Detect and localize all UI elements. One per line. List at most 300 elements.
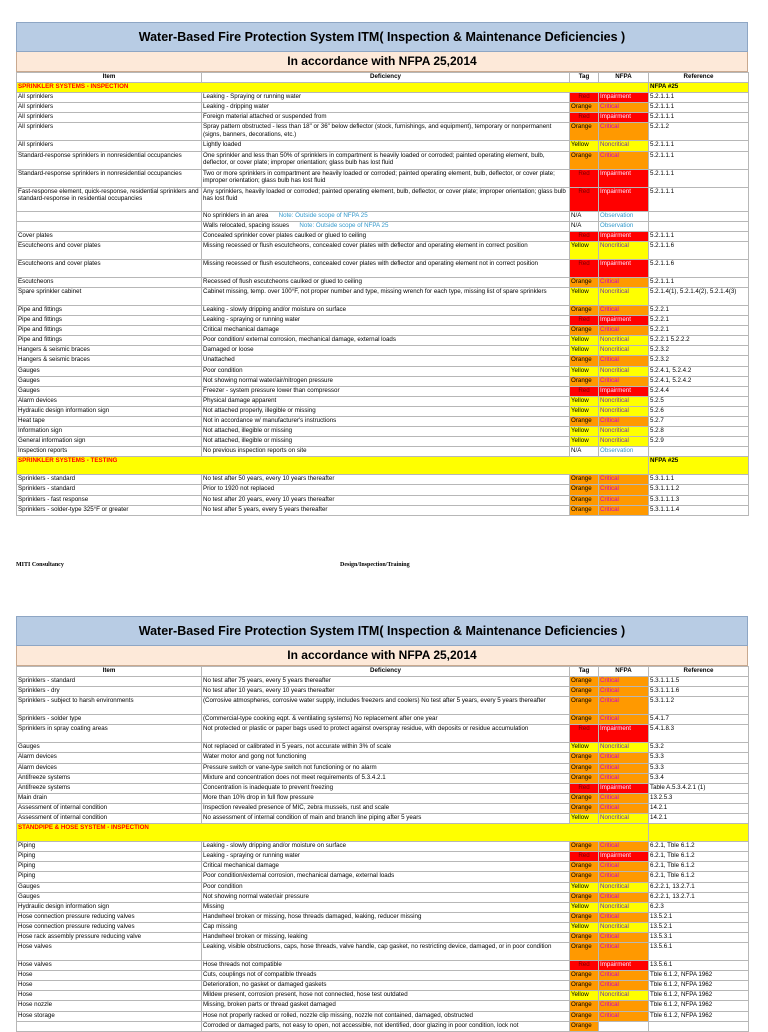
- tag-label: Yellow: [571, 902, 589, 910]
- item-cell: All sprinklers: [17, 113, 202, 123]
- item-cell: Hose connection pressure reducing valves: [17, 922, 202, 932]
- nfpa-classification-cell: Noncritical: [599, 141, 649, 151]
- reference-cell: 5.3.2: [649, 743, 749, 753]
- tag-label: Orange: [571, 356, 592, 364]
- item-cell: All sprinklers: [17, 103, 202, 113]
- reference-cell: 6.2.1, Tble 6.1.2: [649, 842, 749, 852]
- table-row: [17, 287, 749, 305]
- deficiency-cell: [202, 912, 570, 922]
- tag-cell: [570, 427, 599, 437]
- reference-cell: 13.2.5.3: [649, 793, 749, 803]
- deficiency-text: No test after 5 years, every 5 years thereafter: [203, 505, 328, 513]
- tag-cell: [570, 447, 599, 457]
- nfpa-classification-cell: Noncritical: [599, 287, 649, 305]
- nfpa-classification-cell: Impairment: [599, 113, 649, 123]
- deficiency-text: Missing recessed or flush escutcheons, concealed cover plates with deflector and operating element in correct position: [203, 241, 528, 249]
- section-header-row: [17, 457, 749, 475]
- reference-cell: 5.2.2.1 5.2.2.2: [649, 336, 749, 346]
- deficiency-cell: [202, 753, 570, 763]
- nfpa-classification-cell: Critical: [599, 475, 649, 485]
- tag-cell: [570, 505, 599, 515]
- deficiency-text: Not attached, illegible or missing: [203, 437, 293, 445]
- tag-cell: [570, 437, 599, 447]
- reference-cell: Tble 6.1.2, NFPA 1962: [649, 991, 749, 1001]
- item-cell: Hose: [17, 991, 202, 1001]
- table-row: [17, 427, 749, 437]
- item-cell: Hydraulic design information sign: [17, 902, 202, 912]
- table-row: [17, 991, 749, 1001]
- tag-cell: [570, 187, 599, 211]
- nfpa-classification-cell: Critical: [599, 687, 649, 697]
- reference-cell: 13.5.6.1: [649, 961, 749, 971]
- tag-label: Yellow: [571, 922, 589, 930]
- tag-label: Red: [578, 852, 590, 860]
- deficiency-text: Concealed sprinkler cover plates caulked or glued to ceiling: [203, 231, 367, 239]
- tag-cell: [570, 93, 599, 103]
- deficiency-cell: [202, 697, 570, 715]
- table-row: [17, 793, 749, 803]
- reference-cell: 13.5.2.1: [649, 922, 749, 932]
- item-cell: Hose: [17, 971, 202, 981]
- nfpa-classification-cell: Observation: [599, 221, 649, 231]
- item-cell: Sprinklers - fast response: [17, 495, 202, 505]
- tag-label: Red: [578, 187, 590, 195]
- deficiency-cell: [202, 495, 570, 505]
- reference-cell: 5.3.1.1.1: [649, 475, 749, 485]
- tag-cell: [570, 852, 599, 862]
- tag-label: Red: [578, 169, 590, 177]
- reference-cell: 5.3.1.1.1.4: [649, 505, 749, 515]
- table-row: [17, 912, 749, 922]
- reference-cell: 5.2.1.1.1: [649, 151, 749, 169]
- deficiency-cell: [202, 814, 570, 824]
- tag-label: Red: [578, 316, 590, 324]
- page-2: [0, 614, 768, 1029]
- deficiency-text: Poor condition: [203, 366, 243, 374]
- table-row: [17, 406, 749, 416]
- reference-cell: 13.5.3.1: [649, 932, 749, 942]
- deficiency-text: Poor condition/external corrosion, mechanical damage, external loads: [203, 872, 395, 880]
- reference-cell: 5.2.1.1.1: [649, 113, 749, 123]
- nfpa-classification-cell: Noncritical: [599, 991, 649, 1001]
- tag-label: Orange: [571, 485, 592, 493]
- item-cell: Alarm devices: [17, 396, 202, 406]
- table-row: [17, 892, 749, 902]
- tag-label: Orange: [571, 505, 592, 513]
- header-reference: Reference: [649, 667, 749, 677]
- nfpa-classification-cell: Impairment: [599, 169, 649, 187]
- deficiency-text: No test after 10 years, every 10 years thereafter: [203, 687, 335, 695]
- reference-cell: 5.2.4.1, 5.2.4.2: [649, 376, 749, 386]
- item-cell: Pipe and fittings: [17, 316, 202, 326]
- reference-cell: 5.3.1.1.1.2: [649, 485, 749, 495]
- deficiency-cell: [202, 427, 570, 437]
- deficiency-text: Concentration is inadequate to prevent freezing: [203, 783, 334, 791]
- table-row: [17, 862, 749, 872]
- table-row: [17, 725, 749, 743]
- nfpa-classification-cell: Critical: [599, 971, 649, 981]
- table-row: [17, 346, 749, 356]
- nfpa-classification-cell: Critical: [599, 842, 649, 852]
- reference-cell: 5.3.1.1.1.3: [649, 495, 749, 505]
- nfpa-classification-cell: Critical: [599, 862, 649, 872]
- header-nfpa: NFPA: [599, 73, 649, 83]
- nfpa-classification-cell: Noncritical: [599, 814, 649, 824]
- reference-cell: 5.2.8: [649, 427, 749, 437]
- tag-cell: [570, 725, 599, 743]
- deficiency-text: Leaking - slowly dripping and/or moisture on surface: [203, 305, 347, 313]
- tag-label: Yellow: [571, 336, 589, 344]
- deficiency-cell: [202, 943, 570, 961]
- nfpa-classification-cell: Critical: [599, 151, 649, 169]
- item-cell: Inspection reports: [17, 447, 202, 457]
- reference-cell: 5.2.6: [649, 406, 749, 416]
- table-row: [17, 687, 749, 697]
- item-cell: Sprinklers - subject to harsh environments: [17, 697, 202, 715]
- tag-label: Orange: [571, 862, 592, 870]
- tag-label: Orange: [571, 892, 592, 900]
- tag-label: Orange: [571, 912, 592, 920]
- tag-label: Red: [578, 113, 590, 121]
- item-cell: General information sign: [17, 437, 202, 447]
- header-nfpa: NFPA: [599, 667, 649, 677]
- table-row: [17, 1001, 749, 1011]
- reference-cell: 5.2.9: [649, 437, 749, 447]
- item-cell: [17, 1021, 202, 1031]
- tag-label: Orange: [571, 687, 592, 695]
- deficiency-cell: [202, 386, 570, 396]
- tag-cell: [570, 151, 599, 169]
- reference-cell: 6.2.1, Tble 6.1.2: [649, 862, 749, 872]
- table-row: [17, 305, 749, 315]
- table-row: [17, 151, 749, 169]
- document-title: Water-Based Fire Protection System ITM( Inspection & Maintenance Deficiencies ): [16, 22, 748, 52]
- tag-cell: [570, 485, 599, 495]
- table-body-1: [17, 83, 749, 516]
- deficiency-text: Pressure switch or vane-type switch not functioning or no alarm: [203, 763, 377, 771]
- tag-label: Orange: [571, 416, 592, 424]
- deficiency-text: Hose not properly racked or rolled, nozzle clip missing, nozzle not contained, damaged, obstructed: [203, 1011, 473, 1019]
- deficiency-cell: [202, 872, 570, 882]
- section-reference: NFPA #25: [649, 457, 749, 475]
- reference-cell: 5.3.4: [649, 773, 749, 783]
- scope-note: Note: Outside scope of NFPA 25: [299, 221, 389, 229]
- tag-label: Orange: [571, 151, 592, 159]
- deficiency-text: Critical mechanical damage: [203, 862, 280, 870]
- reference-cell: Tble 6.1.2, NFPA 1962: [649, 1011, 749, 1021]
- tag-cell: [570, 882, 599, 892]
- table-row: [17, 447, 749, 457]
- deficiency-text: Cap missing: [203, 922, 238, 930]
- nfpa-classification-cell: Critical: [599, 803, 649, 813]
- deficiency-text: Not protected or plastic or paper bags used to protect against overspray residue, with deposits or residue accumulation: [203, 725, 529, 733]
- item-cell: Assessment of internal condition: [17, 814, 202, 824]
- table-row: [17, 872, 749, 882]
- tag-cell: [570, 902, 599, 912]
- deficiency-text: Critical mechanical damage: [203, 326, 280, 334]
- item-cell: Antifreeze systems: [17, 773, 202, 783]
- table-row: [17, 231, 749, 241]
- nfpa-classification-cell: Noncritical: [599, 922, 649, 932]
- table-row: [17, 697, 749, 715]
- section-header-row: [17, 83, 749, 93]
- table-row: [17, 1011, 749, 1021]
- tag-label: Orange: [571, 773, 592, 781]
- deficiency-text: Corroded or damaged parts, not easy to open, not accessible, not identified, door glazing in poor condition, lock not: [203, 1021, 519, 1029]
- deficiency-text: No test after 50 years, every 10 years thereafter: [203, 475, 335, 483]
- tag-label: Orange: [571, 842, 592, 850]
- deficiency-cell: [202, 1021, 570, 1031]
- reference-cell: 5.2.1.1.6: [649, 259, 749, 277]
- deficiency-cell: [202, 113, 570, 123]
- tag-cell: [570, 715, 599, 725]
- reference-cell: 5.2.1.1.1: [649, 141, 749, 151]
- deficiency-cell: [202, 677, 570, 687]
- nfpa-classification-cell: Critical: [599, 1011, 649, 1021]
- header-tag: Tag: [570, 667, 599, 677]
- deficiency-cell: [202, 862, 570, 872]
- table-row: [17, 366, 749, 376]
- deficiency-text: Handwheel broken or missing, leaking: [203, 932, 308, 940]
- table-row: [17, 743, 749, 753]
- item-cell: Piping: [17, 862, 202, 872]
- item-cell: Hose storage: [17, 1011, 202, 1021]
- deficiency-text: Leaking - spraying or running water: [203, 852, 300, 860]
- deficiency-text: One sprinkler and less than 50% of sprinklers in compartment is heavily loaded or corroded; painted operating element, bulb, deflector, or cover plate; improper orientation; glass bulb has lost fluid: [203, 151, 545, 166]
- deficiency-text: Cabinet missing, temp. over 100°F, not proper number and type, missing wrench for each type, missing list of spare sprinklers: [203, 287, 547, 295]
- tag-label: Orange: [571, 932, 592, 940]
- document-subtitle-2: In accordance with NFPA 25,2014: [16, 646, 748, 666]
- tag-label: Orange: [571, 715, 592, 723]
- deficiency-cell: [202, 376, 570, 386]
- deficiency-text: Walls relocated, spacing issues: [203, 221, 290, 229]
- reference-cell: 6.2.3: [649, 902, 749, 912]
- nfpa-classification-cell: Critical: [599, 753, 649, 763]
- deficiency-text: Prior to 1920 not replaced: [203, 485, 275, 493]
- nfpa-classification-cell: Critical: [599, 677, 649, 687]
- nfpa-classification-cell: Critical: [599, 376, 649, 386]
- nfpa-classification-cell: Impairment: [599, 852, 649, 862]
- deficiency-cell: [202, 991, 570, 1001]
- deficiency-cell: [202, 241, 570, 259]
- footer-center: Design/Inspection/Training: [340, 562, 410, 568]
- nfpa-classification-cell: [599, 1021, 649, 1031]
- table-row: [17, 386, 749, 396]
- item-cell: Gauges: [17, 743, 202, 753]
- footer-left: MITI Consultancy: [16, 562, 64, 568]
- item-cell: Hose valves: [17, 961, 202, 971]
- deficiency-text: (Corrosive atmospheres, corrosive water supply, includes freezers and coolers) No test after 5 years, every 5 years thereafter: [203, 697, 546, 705]
- reference-cell: 6.2.2.1, 13.2.7.1: [649, 892, 749, 902]
- reference-cell: 5.4.1.8.3: [649, 725, 749, 743]
- tag-label: Red: [578, 259, 590, 267]
- tag-label: Red: [578, 386, 590, 394]
- deficiency-cell: [202, 715, 570, 725]
- item-cell: Hangers & seismic braces: [17, 356, 202, 366]
- tag-cell: [570, 981, 599, 991]
- item-cell: Sprinklers - solder-type 325°F or greater: [17, 505, 202, 515]
- item-cell: Alarm devices: [17, 753, 202, 763]
- reference-cell: 5.2.1.1.1: [649, 93, 749, 103]
- item-cell: Gauges: [17, 892, 202, 902]
- tag-label: Red: [578, 961, 590, 969]
- reference-cell: 5.2.4.4: [649, 386, 749, 396]
- item-cell: Piping: [17, 852, 202, 862]
- nfpa-classification-cell: Noncritical: [599, 902, 649, 912]
- deficiency-cell: [202, 743, 570, 753]
- deficiency-cell: [202, 93, 570, 103]
- table-row: [17, 505, 749, 515]
- tag-label: Orange: [571, 793, 592, 801]
- deficiency-cell: [202, 842, 570, 852]
- deficiency-cell: [202, 366, 570, 376]
- nfpa-classification-cell: Noncritical: [599, 743, 649, 753]
- deficiency-text: Recessed of flush escutcheons caulked or glued to ceiling: [203, 277, 362, 285]
- tag-cell: [570, 753, 599, 763]
- tag-label: Orange: [571, 1011, 592, 1019]
- reference-cell: [649, 221, 749, 231]
- deficiency-text: Foreign material attached or suspended from: [203, 113, 327, 121]
- deficiency-cell: [202, 103, 570, 113]
- reference-cell: 5.2.1.2: [649, 123, 749, 141]
- nfpa-classification-cell: Critical: [599, 892, 649, 902]
- nfpa-classification-cell: Critical: [599, 773, 649, 783]
- tag-cell: [570, 1001, 599, 1011]
- item-cell: Hose: [17, 981, 202, 991]
- reference-cell: 5.2.2.1: [649, 305, 749, 315]
- nfpa-classification-cell: Critical: [599, 932, 649, 942]
- tag-label: Orange: [571, 753, 592, 761]
- tag-label: Yellow: [571, 427, 589, 435]
- tag-cell: [570, 773, 599, 783]
- deficiency-text: Unattached: [203, 356, 235, 364]
- reference-cell: 5.2.1.4(1), 5.2.1.4(2), 5.2.1.4(3): [649, 287, 749, 305]
- section-reference: [649, 824, 749, 842]
- table-row: [17, 396, 749, 406]
- nfpa-classification-cell: Impairment: [599, 259, 649, 277]
- deficiency-text: Freezer - system pressure lower than compressor: [203, 386, 340, 394]
- tag-cell: [570, 346, 599, 356]
- tag-label: Yellow: [571, 287, 589, 295]
- table-row: [17, 141, 749, 151]
- deficiency-cell: [202, 882, 570, 892]
- section-title: SPRINKLER SYSTEMS - TESTING: [17, 457, 649, 475]
- tag-cell: [570, 305, 599, 315]
- tag-label: Yellow: [571, 814, 589, 822]
- tag-cell: [570, 386, 599, 396]
- deficiency-cell: [202, 803, 570, 813]
- reference-cell: Tble 6.1.2, NFPA 1962: [649, 1001, 749, 1011]
- tag-label: Yellow: [571, 882, 589, 890]
- tag-label: Red: [578, 231, 590, 239]
- item-cell: Assessment of internal condition: [17, 803, 202, 813]
- item-cell: Spare sprinkler cabinet: [17, 287, 202, 305]
- item-cell: Piping: [17, 872, 202, 882]
- deficiency-text: Spray pattern obstructed - less than 18" or 36" below deflector (stock, furnishings, and equipment), temporary or nonpermanent (signs, banners, decorations, etc.): [203, 123, 552, 138]
- reference-cell: 5.2.3.2: [649, 346, 749, 356]
- section-title: SPRINKLER SYSTEMS - INSPECTION: [17, 83, 649, 93]
- deficiency-cell: [202, 725, 570, 743]
- reference-cell: 13.5.6.1: [649, 943, 749, 961]
- table-row: [17, 437, 749, 447]
- reference-cell: 5.2.7: [649, 416, 749, 426]
- reference-cell: 5.3.1.1.1.6: [649, 687, 749, 697]
- table-row: [17, 852, 749, 862]
- table-row: [17, 326, 749, 336]
- table-row: [17, 221, 749, 231]
- item-cell: Hose valves: [17, 943, 202, 961]
- deficiency-cell: [202, 485, 570, 495]
- deficiency-text: Handwheel broken or missing, hose threads damaged, leaking, reducer missing: [203, 912, 422, 920]
- deficiency-cell: [202, 902, 570, 912]
- deficiency-text: Not showing normal water/air/nitrogen pressure: [203, 376, 333, 384]
- tag-cell: [570, 103, 599, 113]
- tag-label: Orange: [571, 981, 592, 989]
- item-cell: Antifreeze systems: [17, 783, 202, 793]
- item-cell: Hose nozzle: [17, 1001, 202, 1011]
- tag-cell: [570, 376, 599, 386]
- item-cell: Sprinklers - standard: [17, 485, 202, 495]
- tag-cell: [570, 922, 599, 932]
- deficiency-text: Damaged or loose: [203, 346, 254, 354]
- nfpa-classification-cell: Critical: [599, 697, 649, 715]
- deficiency-table-2: [16, 666, 749, 1032]
- reference-cell: 5.3.3: [649, 753, 749, 763]
- tag-cell: [570, 326, 599, 336]
- table-row: [17, 971, 749, 981]
- deficiency-text: Not attached, illegible or missing: [203, 427, 293, 435]
- tag-cell: [570, 932, 599, 942]
- tag-label: Orange: [571, 763, 592, 771]
- tag-cell: [570, 763, 599, 773]
- reference-cell: Tble 6.1.2, NFPA 1962: [649, 971, 749, 981]
- table-row: [17, 113, 749, 123]
- deficiency-cell: [202, 326, 570, 336]
- deficiency-text: Not showing normal water/air pressure: [203, 892, 309, 900]
- nfpa-classification-cell: Critical: [599, 715, 649, 725]
- nfpa-classification-cell: Noncritical: [599, 396, 649, 406]
- table-row: [17, 922, 749, 932]
- tag-cell: [570, 336, 599, 346]
- tag-cell: [570, 892, 599, 902]
- reference-cell: 5.4.1.7: [649, 715, 749, 725]
- tag-label: Yellow: [571, 346, 589, 354]
- tag-cell: [570, 211, 599, 221]
- item-cell: Cover plates: [17, 231, 202, 241]
- deficiency-cell: [202, 123, 570, 141]
- tag-cell: [570, 316, 599, 326]
- tag-cell: [570, 366, 599, 376]
- header-deficiency: Deficiency: [202, 667, 570, 677]
- deficiency-cell: [202, 961, 570, 971]
- tag-cell: [570, 169, 599, 187]
- item-cell: Main drain: [17, 793, 202, 803]
- deficiency-text: Leaking - spraying or running water: [203, 316, 300, 324]
- deficiency-text: Mixture and concentration does not meet requirements of 5.3.4.2.1: [203, 773, 386, 781]
- item-cell: Pipe and fittings: [17, 305, 202, 315]
- table-row: [17, 356, 749, 366]
- deficiency-cell: [202, 981, 570, 991]
- table-row: [17, 981, 749, 991]
- nfpa-classification-cell: Critical: [599, 103, 649, 113]
- deficiency-cell: [202, 793, 570, 803]
- reference-cell: 5.2.1.1.1: [649, 187, 749, 211]
- deficiency-cell: [202, 852, 570, 862]
- deficiency-cell: [202, 336, 570, 346]
- table-row: [17, 902, 749, 912]
- item-cell: Escutcheons and cover plates: [17, 241, 202, 259]
- deficiency-text: More than 10% drop in full flow pressure: [203, 793, 314, 801]
